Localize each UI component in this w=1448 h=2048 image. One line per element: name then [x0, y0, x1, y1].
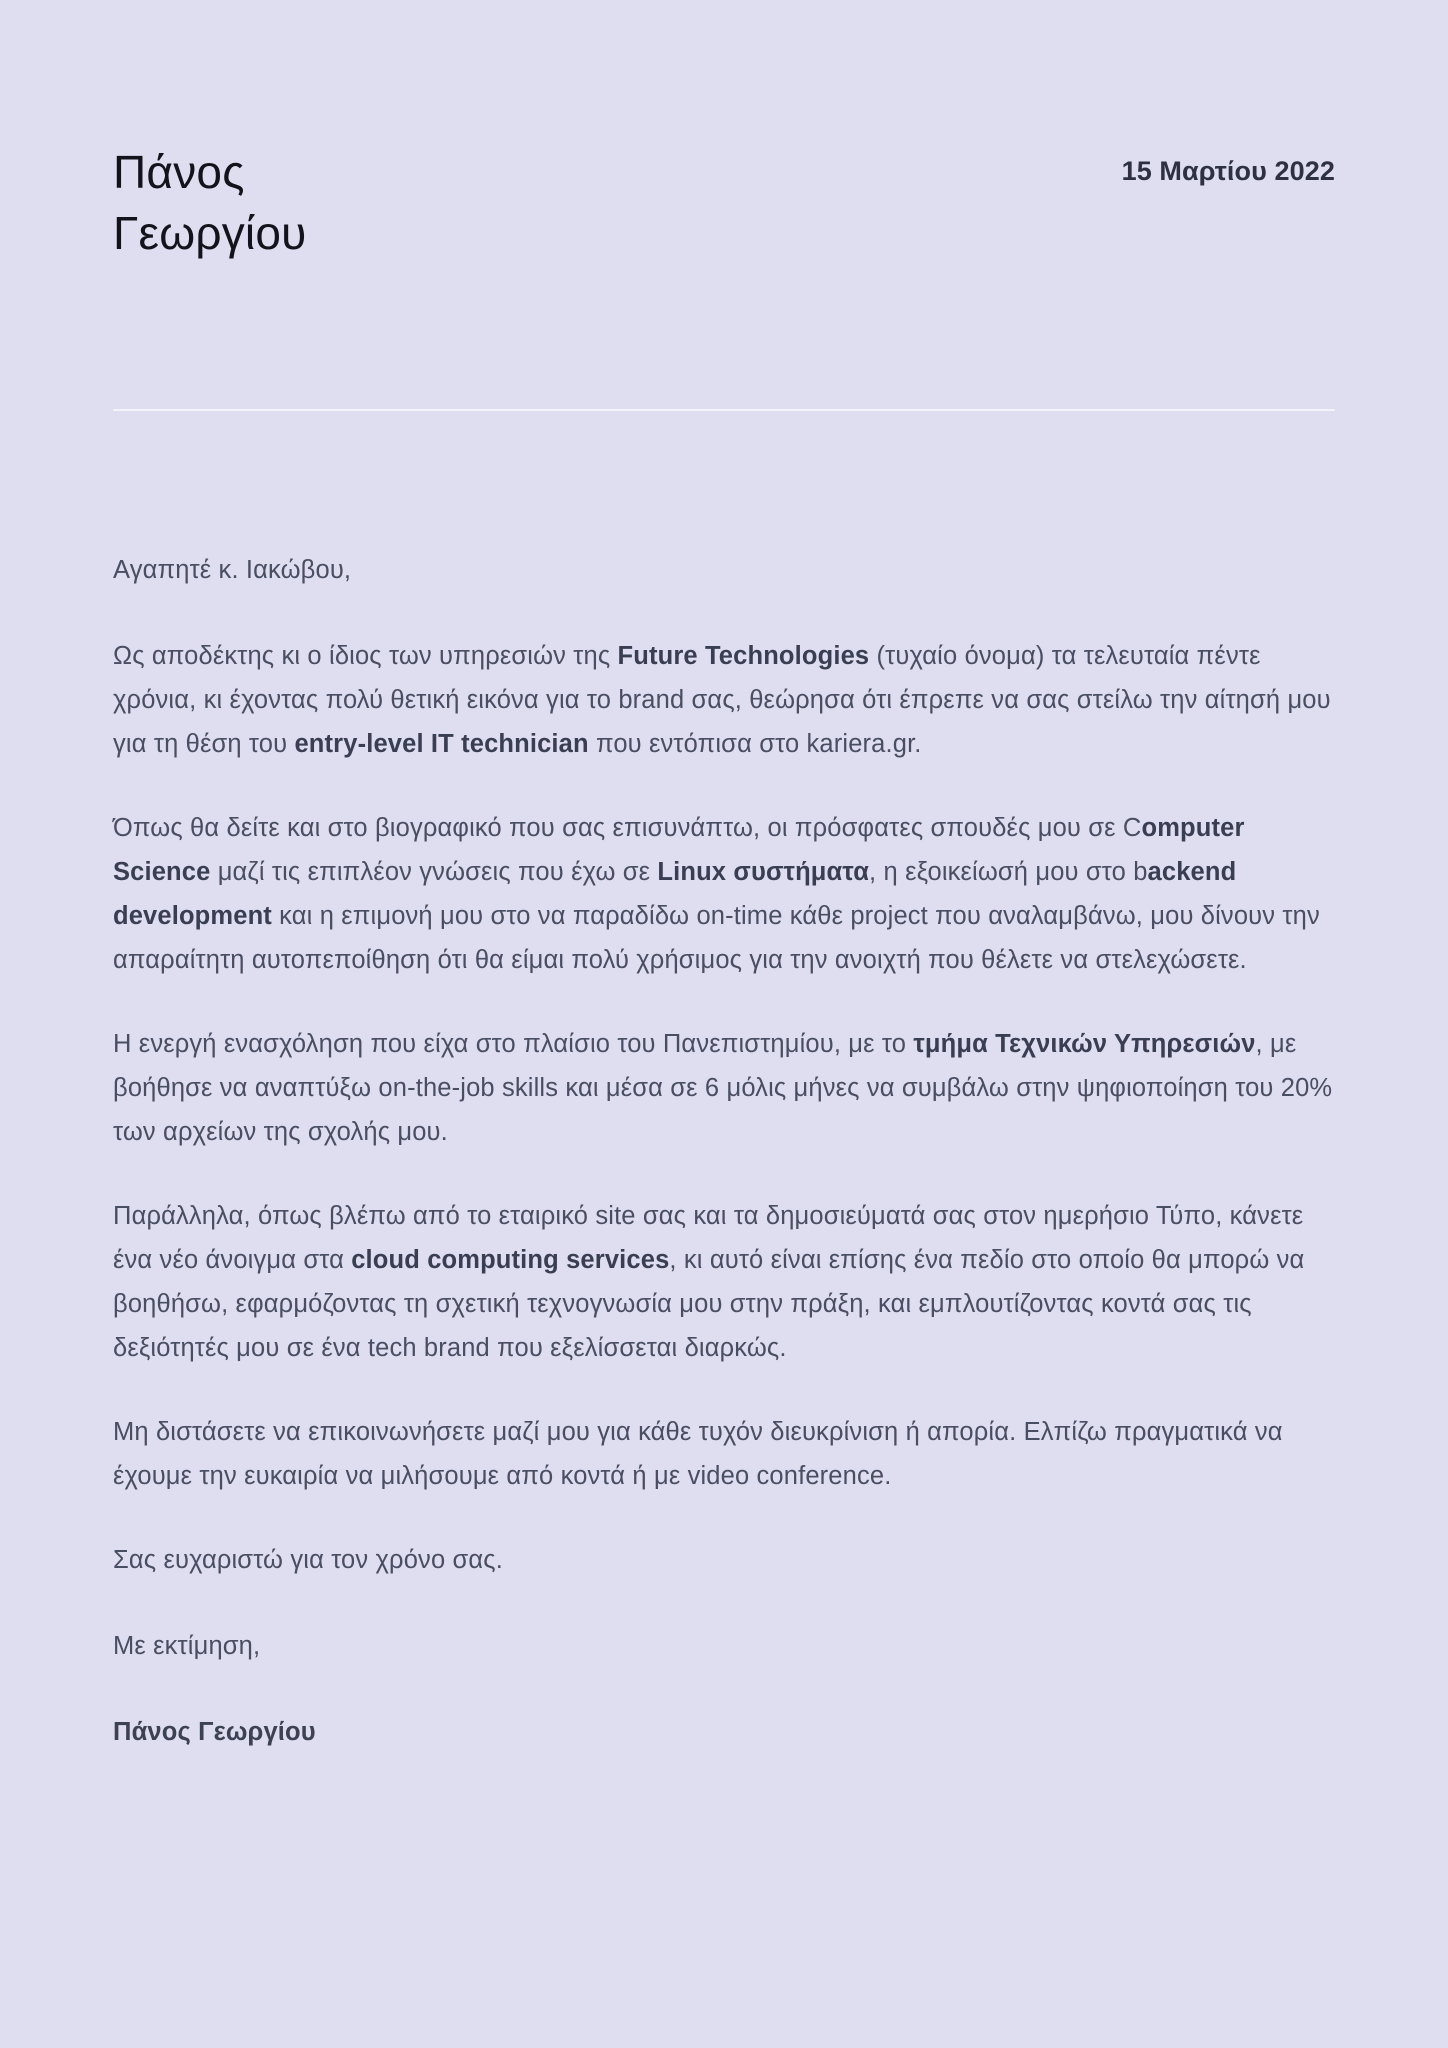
sender-name-line-2: Γεωργίου	[113, 207, 307, 260]
letter-body	[113, 548, 1341, 1754]
p1-bold-role: entry-level IT technician	[294, 730, 589, 758]
paragraph-1	[113, 634, 1341, 766]
letter-date: 15 Μαρτίου 2022	[1121, 156, 1335, 186]
salutation: Αγαπητέ κ. Ιακώβου,	[113, 556, 352, 584]
p2-text-1: Όπως θα δείτε και στο βιογραφικό που σας επισυνάπτω, οι πρόσφατες σπουδές μου σε C	[113, 814, 1142, 842]
p1-bold-company: Future Technologies	[617, 642, 870, 670]
p4-text-2: , κι αυτό είναι επίσης ένα πεδίο στο οποίο θα μπορώ να βοηθήσω, εφαρμόζοντας τη σχετική τεχνογνωσία μου στην πράξη, και εμπλουτίζοντας κοντά σας τις δεξιότητές μου σε ένα tech brand που εξελίσσεται διαρκώς.	[113, 1246, 1305, 1362]
p2-bold-computer-science: omputer Science	[113, 814, 1245, 886]
p1-text-3: που εντόπισα στο kariera.gr.	[588, 730, 922, 758]
p2-bold-linux: Linux συστήματα	[657, 858, 870, 886]
p1-text-2: (τυχαίο όνομα) τα τελευταία πέντε χρόνια, κι έχοντας πολύ θετική εικόνα για το brand σας, θεώρησα ότι έπρεπε να σας στείλω την αίτησή μου για τη θέση του	[113, 642, 1331, 758]
closing-line: Με εκτίμηση,	[113, 1632, 261, 1660]
sender-name	[113, 142, 306, 264]
signature-name: Πάνος Γεωργίου	[113, 1718, 316, 1746]
p4-text-1: Παράλληλα, όπως βλέπω από το εταιρικό site σας και τα δημοσιεύματά σας στον ημερήσιο Τύπο, κάνετε ένα νέο άνοιγμα στα	[113, 1202, 1304, 1274]
sender-name-line-1: Πάνος	[113, 146, 245, 198]
p3-bold-department: τμήμα Τεχνικών Υπηρεσιών	[913, 1030, 1256, 1058]
p2-text-2: μαζί τις επιπλέον γνώσεις που έχω σε	[210, 858, 658, 886]
paragraph-2	[113, 806, 1341, 982]
paragraph-5: Μη διστάσετε να επικοινωνήσετε μαζί μου για κάθε τυχόν διευκρίνιση ή απορία. Ελπίζω πραγματικά να έχουμε την ευκαιρία να μιλήσουμε από κοντά ή με video conference.	[113, 1418, 1283, 1490]
p2-text-3: , η εξοικείωσή μου στο b	[869, 858, 1148, 886]
p3-text-2: , με βοήθησε να αναπτύξω on-the-job skills και μέσα σε 6 μόλις μήνες να συμβάλω στην ψηφιοποίηση του 20% των αρχείων της σχολής μου.	[113, 1030, 1333, 1146]
paragraph-3	[113, 1022, 1341, 1154]
p2-text-4: και η επιμονή μου στο να παραδίδω on-time κάθε project που αναλαμβάνω, μου δίνουν την απαραίτητη αυτοπεποίθηση ότι θα είμαι πολύ χρήσιμος για την ανοιχτή που θέλετε να στελεχώσετε.	[113, 902, 1320, 974]
p1-text-1: Ως αποδέκτης κι ο ίδιος των υπηρεσιών της	[113, 642, 618, 670]
thanks-line: Σας ευχαριστώ για τον χρόνο σας.	[113, 1546, 503, 1574]
letter-sheet	[113, 0, 1335, 2048]
p4-bold-cloud: cloud computing services	[351, 1246, 670, 1274]
header-divider	[113, 409, 1335, 411]
paragraph-4	[113, 1194, 1341, 1370]
p2-bold-backend: ackend development	[113, 858, 1237, 930]
letter-header	[113, 142, 1335, 264]
p3-text-1: Η ενεργή ενασχόληση που είχα στο πλαίσιο του Πανεπιστημίου, με το	[113, 1030, 914, 1058]
